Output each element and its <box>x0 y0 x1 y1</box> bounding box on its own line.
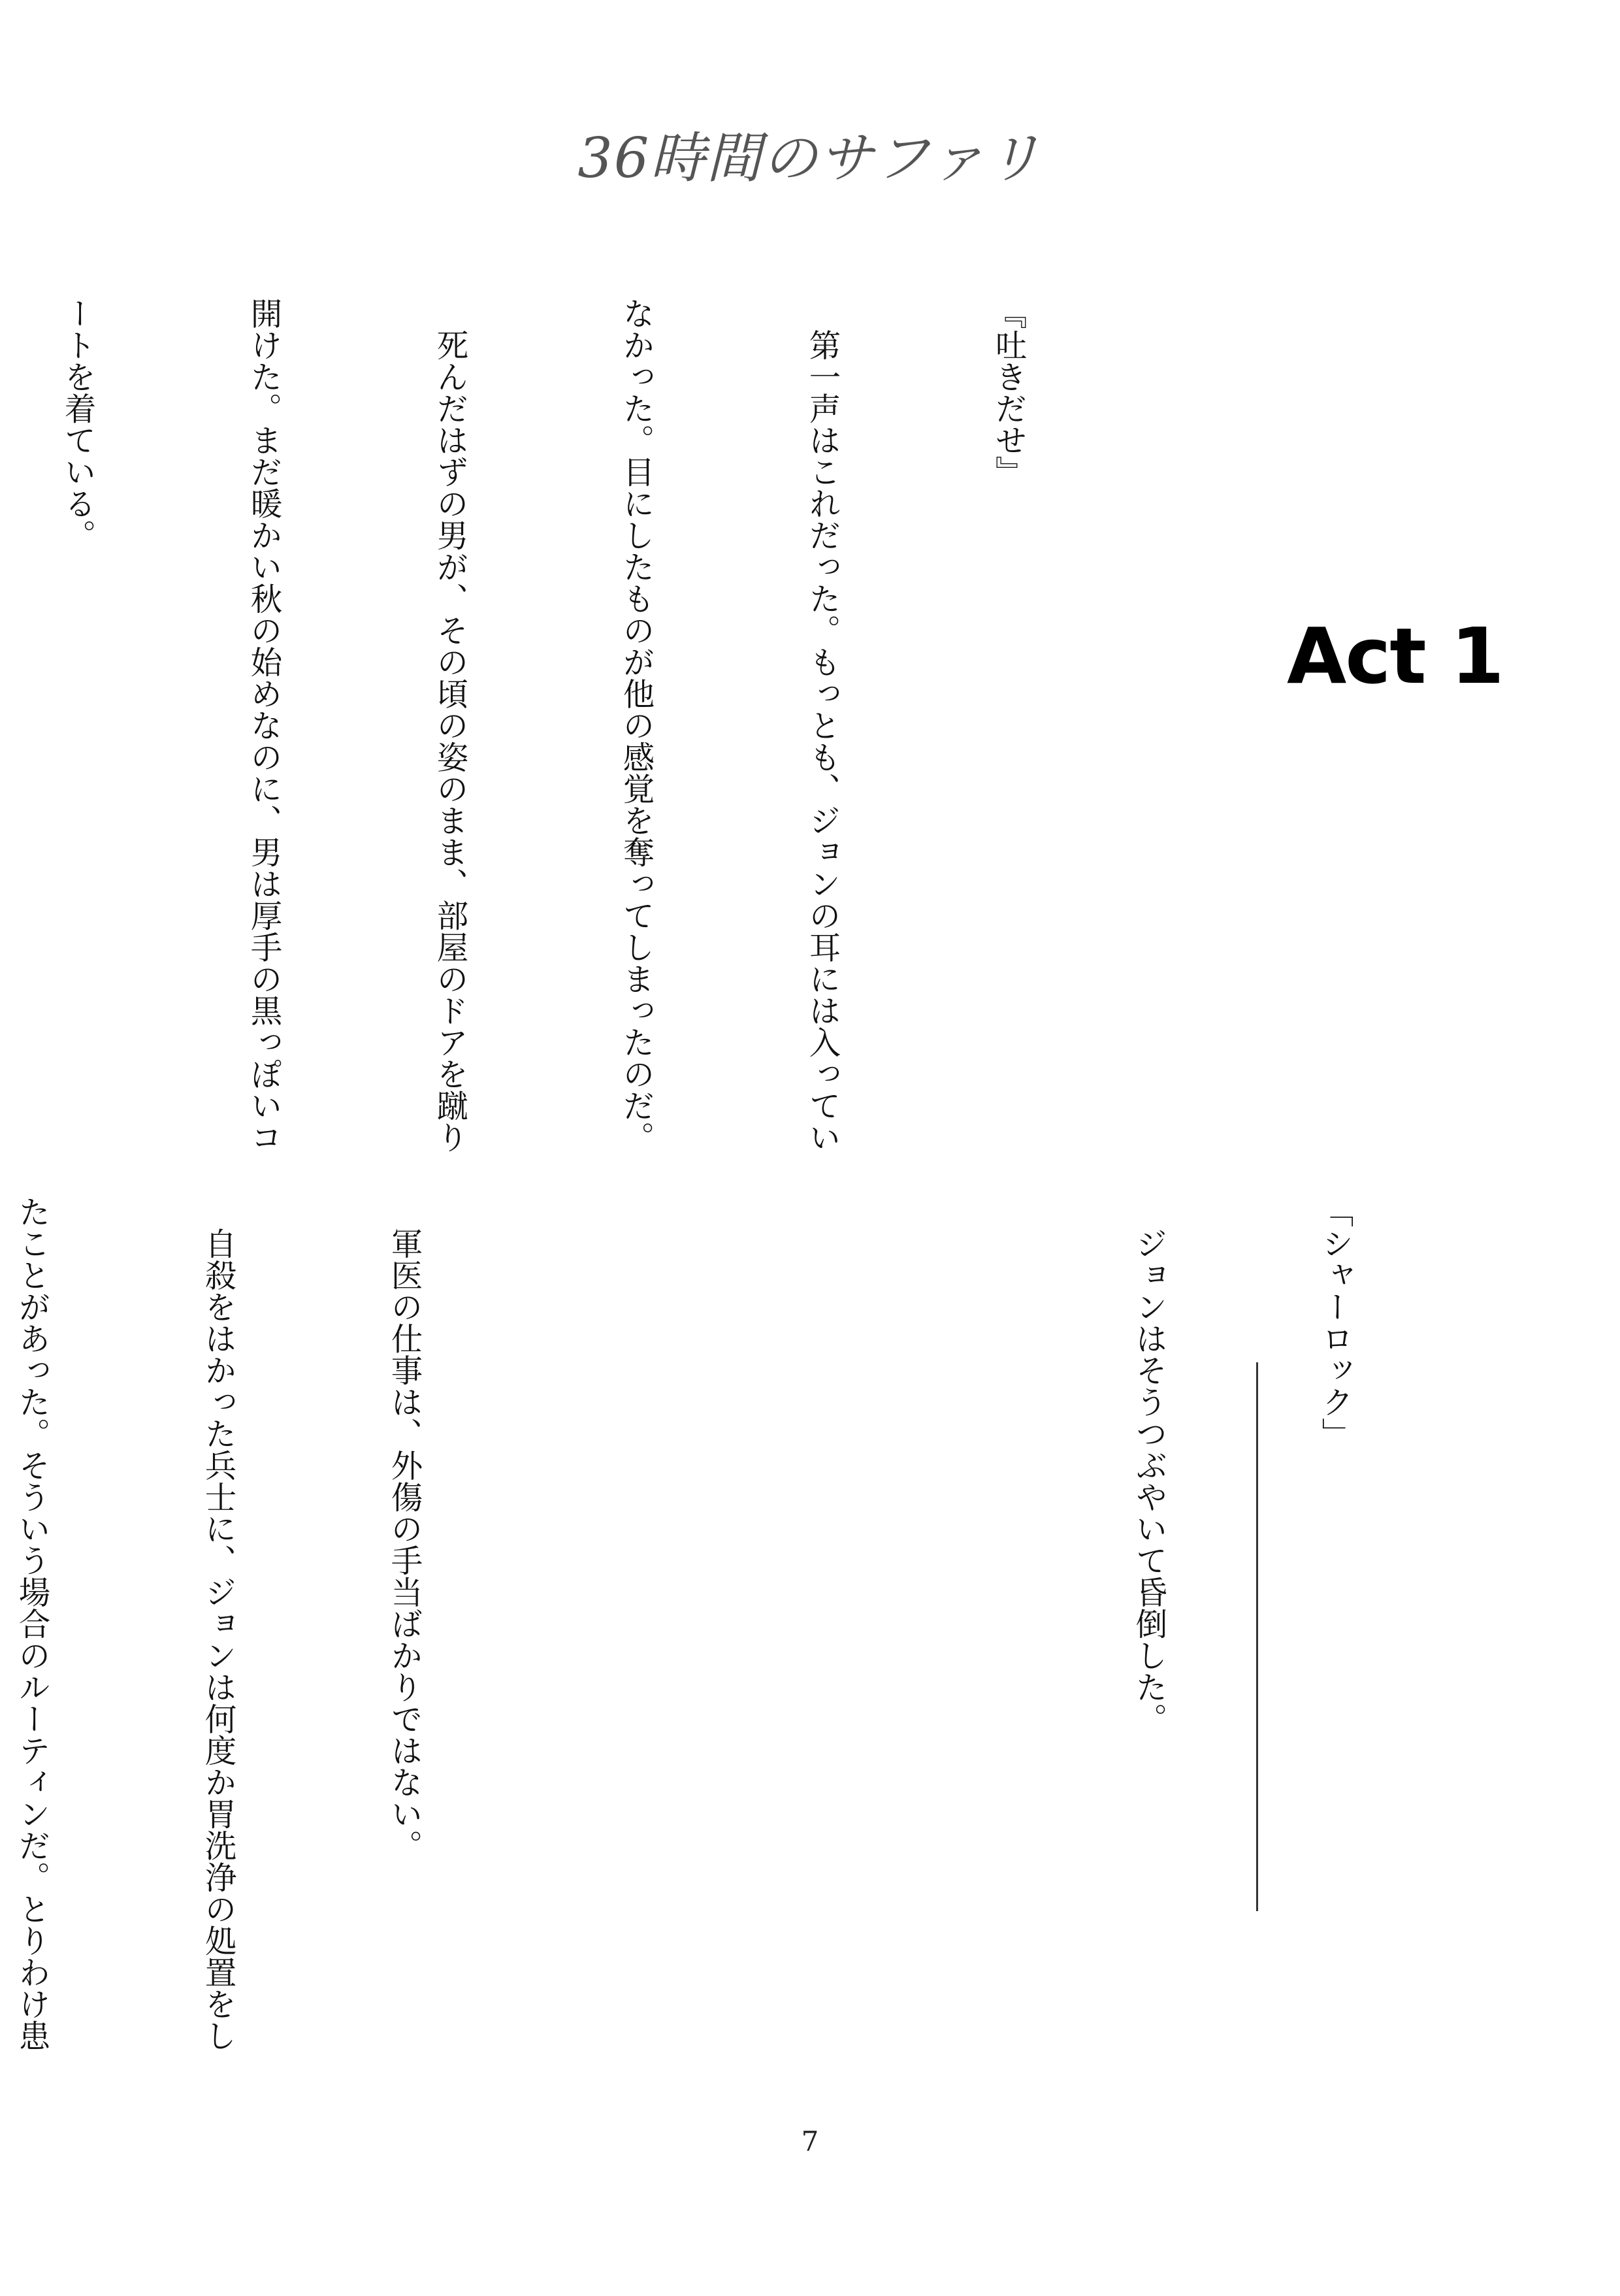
text-line: ートを着ている。 <box>59 297 95 551</box>
text-line: 「シャーロック」 <box>1316 1196 1353 1449</box>
text-line: 第一声はこれだった。もっとも、ジョンの耳には入ってい <box>803 297 840 1153</box>
text-line: 死んだはずの男が、その頃の姿のまま、部屋のドアを蹴り <box>431 297 468 1153</box>
text-line: ジョンはそうつぶやいて昏倒した。 <box>1130 1196 1167 1735</box>
text-line: たことがあった。そういう場合のルーティンだ。とりわけ患 <box>13 1196 50 2052</box>
text-line: 開けた。まだ暖かい秋の始めなのに、男は厚手の黒っぽいコ <box>245 297 282 1153</box>
text-line: 『吐きだせ』 <box>990 297 1026 487</box>
text-line: なかった。目にしたものが他の感覚を奪ってしまったのだ。 <box>617 297 654 1153</box>
page-number: 7 <box>801 2125 819 2157</box>
body-text-top <box>0 297 1163 1153</box>
body-text-bottom <box>0 1196 1489 2052</box>
blank-line <box>745 1196 807 2012</box>
chapter-heading: Act 1 <box>1287 611 1503 701</box>
text-line: 軍医の仕事は、外傷の手当ばかりではない。 <box>385 1196 422 1861</box>
blank-line <box>931 1196 993 2012</box>
text-line: 自殺をはかった兵士に、ジョンは何度か胃洗浄の処置をし <box>199 1196 236 2052</box>
page-title: 36時間のサファリ <box>577 126 1043 190</box>
blank-line <box>559 1196 621 2012</box>
